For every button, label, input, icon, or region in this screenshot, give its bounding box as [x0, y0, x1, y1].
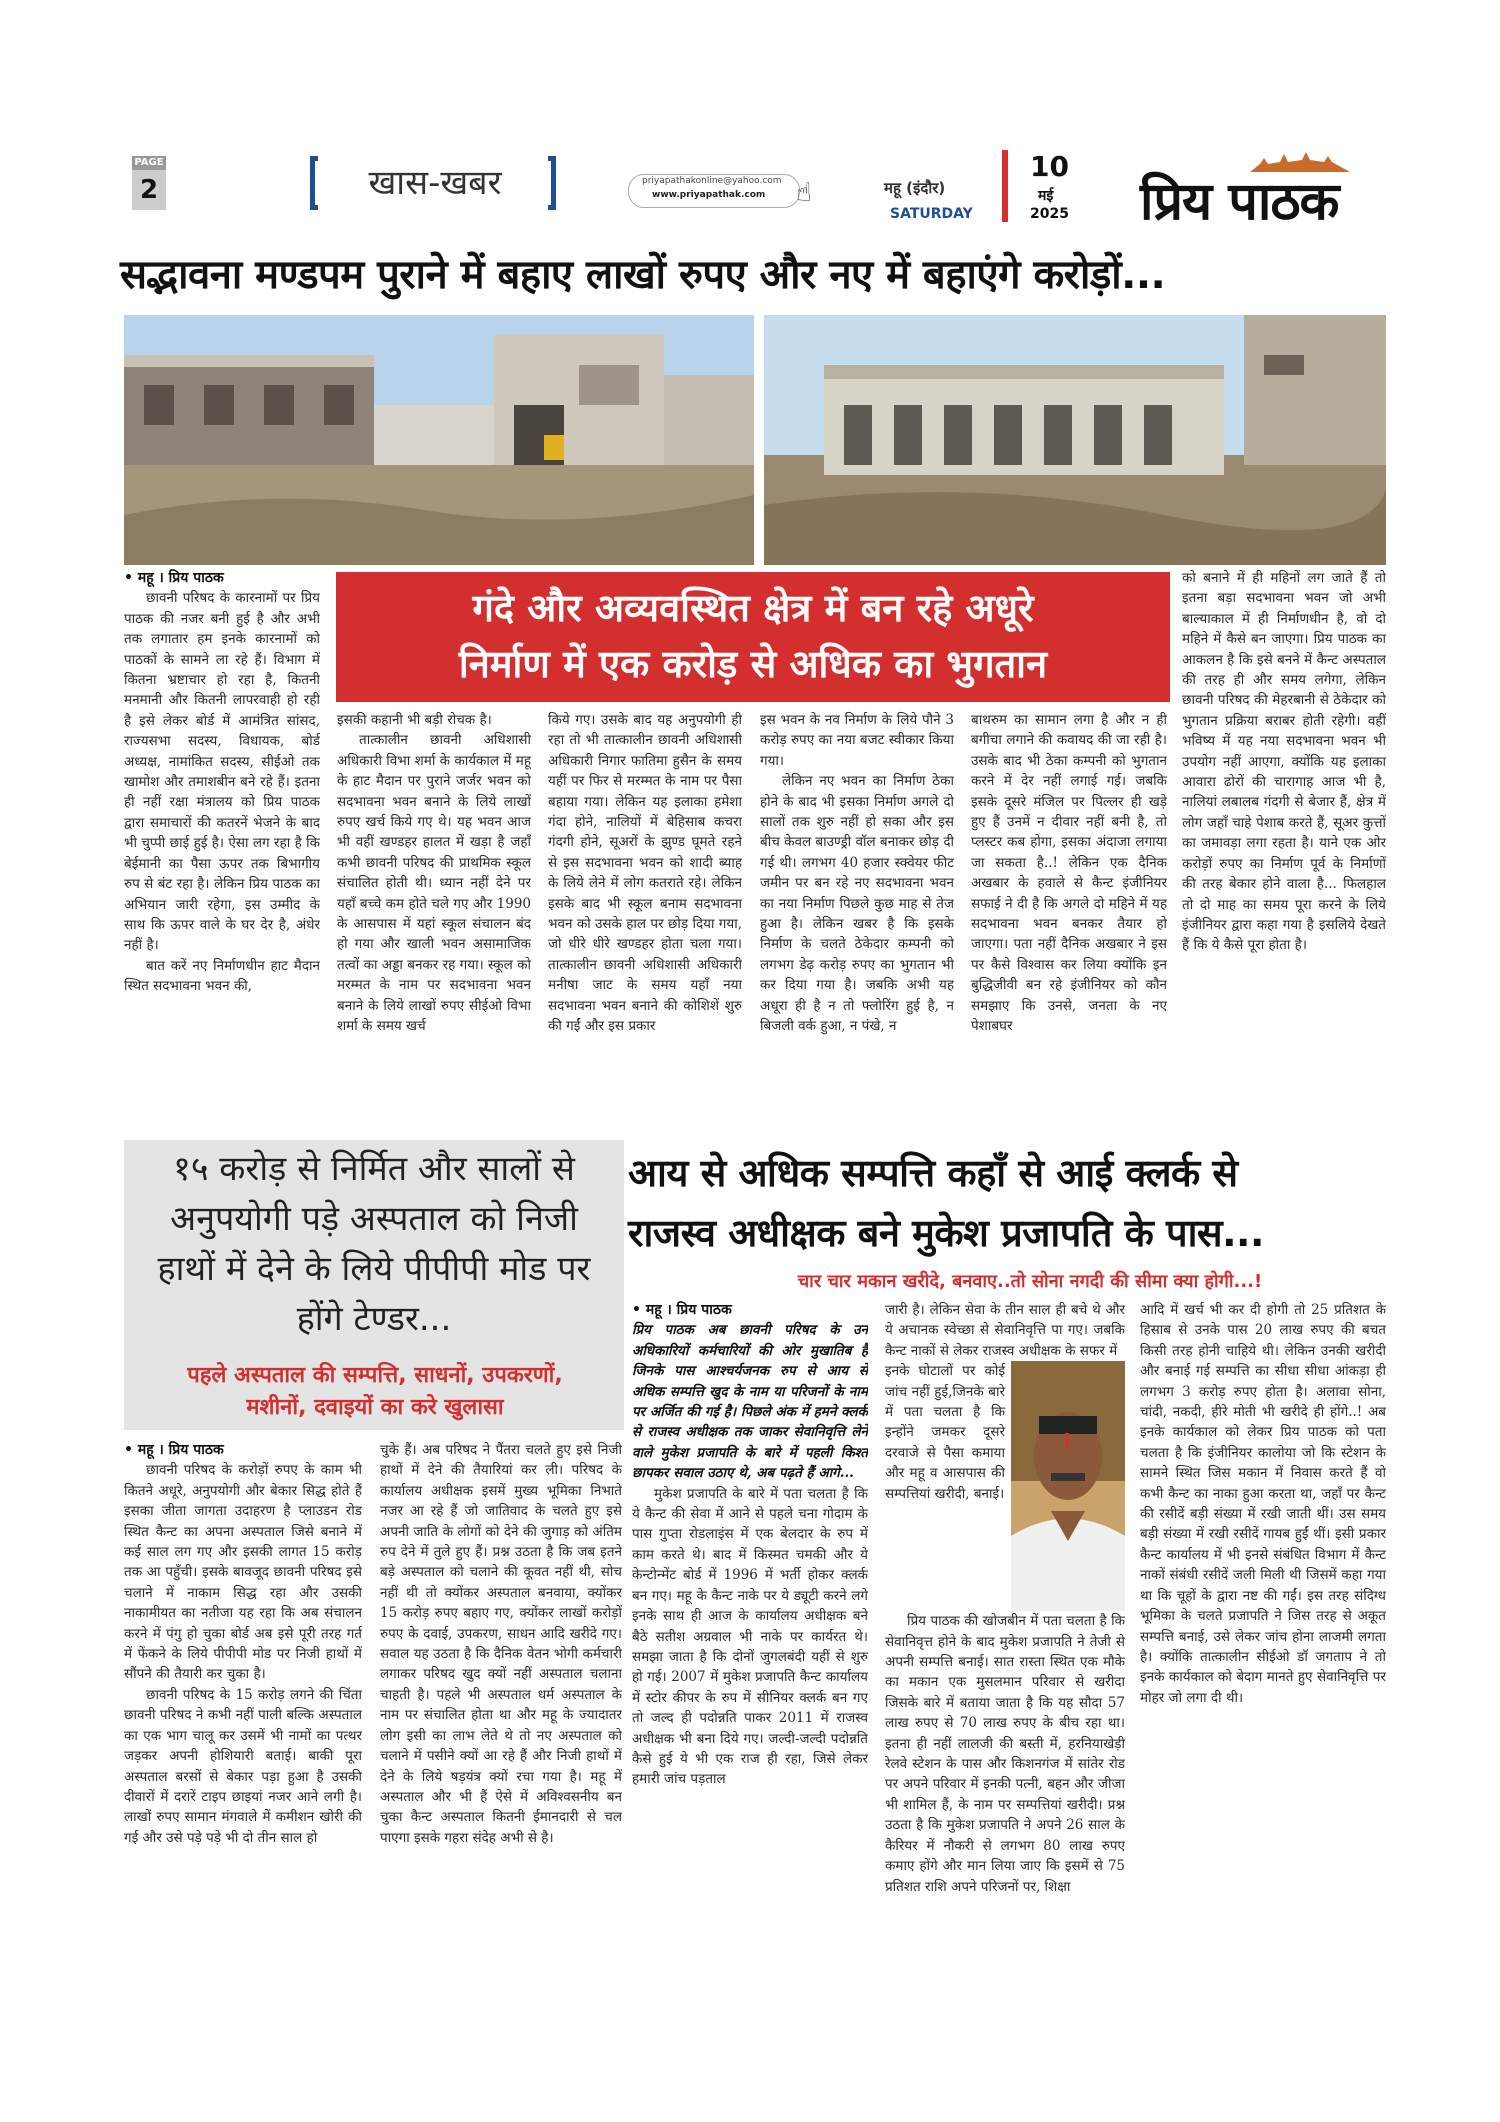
banner-line-2: निर्माण में एक करोड़ से अधिक का भुगतान [458, 642, 1048, 686]
story1-col4-text: इस भवन के नव निर्माण के लिये पौने 3 करोड़ रुपए का नया बजट स्वीकार किया गया। [760, 712, 954, 769]
bracket-right [548, 156, 556, 210]
page-label: PAGE [132, 156, 166, 170]
story2-headline: १५ करोड़ से निर्मित और सालों से अनुपयोगी पड़े अस्पताल को निजी हाथों में देने के लिये पीपीपी मोड पर होंगे टेण्डर... [157, 1149, 591, 1339]
location: महू (इंदौर) [884, 179, 946, 197]
story2-subhead: पहले अस्पताल की सम्पत्ति, साधनों, उपकरणों, मशीनों, दवाइयों का करे खुलासा [187, 1363, 563, 1420]
page-number: 2 [132, 170, 166, 210]
story3-headline-1: आय से अधिक सम्पत्ति कहाँ से आई क्लर्क से [628, 1151, 1238, 1195]
section-tag [310, 150, 560, 222]
hand-pointer-icon: ☝ [796, 178, 812, 208]
section-label: खास-खबर [368, 163, 502, 203]
story1-photo-left [124, 315, 754, 565]
story2-col2-text: चुके हैं। अब परिषद ने पैंतरा चलते हुए इसे निजी हाथों में देने की तैयारियां कर ली। परिषद के कार्यालय अधीक्षक इसमें मुख्य भूमिका निभाते नजर आ रहे हैं जो जातिवाद के चलते हुए इसे अपनी जाति के लोगों को देने की जुगाड़ को अंतिम रुप देने में तुले हुए हैं। प्रश्न उठता है कि जब इतने बड़े अस्पताल को चलाने की कूवत नहीं थी, सोच नहीं थी तो क्योंकर अस्पताल बनवाया, क्योंकर 15 करोड़ रुपए बहाए गए, क्योंकर लाखों करोड़ों रुपए के दवाई, उपकरण, साधन आदि खरीदे गए। सवाल यह उठता है कि दैनिक वेतन भोगी कर्मचारी लगाकर परिषद खुद क्यों नहीं अस्पताल चलाना चाहती है। पहले भी अस्पताल धर्म अस्पताल के नाम पर संचालित होता था और महू के ज्यादातर लोग इसी का लाभ लेते थे तो नए अस्पताल को चलाने में पसीने क्यों आ रहे हैं और निजी हाथों में देने के लिये षड़यंत्र क्यों रचा गया है। महू में अस्पताल और भी हैं ऐसे में अविश्वसनीय बन चुका कैन्ट अस्पताल कितनी ईमानदारी से चल पाएगा इसके गहरा संदेह अभी से है। [380, 1442, 622, 1846]
website-text: www.priyapathak.com [652, 190, 766, 200]
story1-col1-text: छावनी परिषद के कारनामों पर प्रिय पाठक की नजर बनी हुई है और अभी तक लगातार हम इनके कारनामों को पाठकों के सामने ला रहे हैं। विभाग में कितना भ्रष्टाचार हो रहा है, कितनी मनमानी और कितनी लापरवाही हो रही है इसे लेकर बोर्ड में आमंत्रित सांसद, राज्यसभा सदस्य, विधायक, बोर्ड अध्यक्ष, नामांकित सदस्य, सीईओ तक खामोश और तमाशबीन बने रहे हैं। इतना ही नहीं रक्षा मंत्रालय को प्रिय पाठक द्वारा समाचारों की कतरनें भेजने के बाद भी चुप्पी छाई हुई है। ऐसा लग रहा है कि बेईमानी का पैसा ऊपर तक बिभागीय रुप से बंट रहा है। लेकिन प्रिय पाठक का अभियान जारी रहेगा, इस उम्मीद के साथ कि ऊपर वाले के घर देर है, अंधेर नहीं है। [124, 590, 320, 954]
story1-col-2 [337, 710, 531, 1128]
bracket-left [310, 156, 318, 210]
story1-headline: सद्भावना मण्डपम पुराने में बहाए लाखों रुपए और नए में बहाएंगे करोड़ों... [120, 252, 1166, 298]
banner-line-1: गंदे और अव्यवस्थित क्षेत्र में बन रहे अधूरे [472, 586, 1034, 630]
contact-block [628, 170, 818, 210]
story3-col2c-text: प्रिय पाठक की खोजबीन में पता चलता है कि सेवानिवृत्त होने के बाद मुकेश प्रजापति ने तेजी से अपनी सम्पत्ति बनाई। सात रास्ता स्थित एक मौके का मकान एक मुसलमान परिवार से खरीदा जिसके बारे में बताया जाता है कि यह सौदा 57 लाख रुपए से 70 लाख रुपए के बीच रहा था। इतना ही नहीं लालजी की बस्ती में, हरनियाखेड़ी रेलवे स्टेशन के पास और किशनगंज में सांतेर रोड पर अपने परिवार में इनकी पत्नी, बहन और जीजा भी शामिल हैं, के नाम पर सम्पत्तियां खरीदी। प्रश्न उठता है कि मुकेश प्रजापति ने अपने 26 साल के कैरियर में नौकरी से लगभग 80 लाख रुपए कमाए होंगे और मान लिया जाए कि इसमें से 75 प्रतिशत राशि अपने परिजनों पर, शिक्षा [885, 1613, 1125, 1895]
story1-photo-right [764, 315, 1386, 565]
story1-col3-text: किये गए। उसके बाद यह अनुपयोगी ही रहा तो भी तात्कालीन छावनी अधिशासी अधिकारी निगार फातिमा हुसैन के समय यहीं पर फिर से मरम्मत के नाम पर पैसा बहाया गया। लेकिन यह इलाका हमेशा गंदा होने, नालियों में बेहिसाब कचरा गंदगी होने, सूअरों के झुण्ड घूमते रहने से इस सदभावना भवन को शादी ब्याह के लिये लेने में लोग कतराते रहे। लेकिन इसके बाद भी स्कूल बनाम सदभावना भवन को उसके हाल पर छोड़ दिया गया, जो धीरे धीरे खण्डहर होता चला गया। तात्कालीन छावनी अधिशासी अधिकारी मनीषा जाट के समय यहाँ नया सदभावना भवन बनाने की कोशिशें शुरु की गईं और इस प्रकार [548, 712, 742, 1035]
story1-byline: • महू । प्रिय पाठक [124, 570, 224, 586]
story2-col1-text: छावनी परिषद के करोड़ों रुपए के काम भी कितने अधूरे, अनुपयोगी और बेकार सिद्ध होते हैं इसका जीता जागता उदाहरण है प्लाउडन रोड स्थित कैन्ट का अपना अस्पताल जिसे बनाने में कई साल लग गए और इसकी लागत 15 करोड़ तक आ पहुँची। इसके बावजूद छावनी परिषद इसे चलाने में नाकाम सिद्ध रहा और उसकी नाकामीयत का नतीजा यह रहा कि अब संचालन करने में पंगु हो चुका बोर्ड अब इसे पूरी तरह गर्त में फेंकने के लिये पीपीपी मोड पर निजी हाथों में सौंपने की तैयारी कर चुका है। [124, 1462, 362, 1683]
story3-col-3 [1140, 1300, 1386, 1980]
weekday: SATURDAY [890, 206, 973, 222]
date-day: 10 [1030, 150, 1069, 183]
story3-col3-text: आदि में खर्च भी कर दी होगी तो 25 प्रतिशत के हिसाब से उनके पास 20 लाख रुपए की बचत किसी तरह होनी चाहिये थी। लेकिन उनकी खरीदी और बनाई गई सम्पत्ति का सीधा सीधा आंकड़ा ही लगभग 3 करोड़ रुपए होता है। अलावा सोना, चांदी, नकदी, हीरे मोती भी खरीदे ही होंगे..! अब इनके कार्यकाल को लेकर प्रिय पाठक को पता चलता है कि इंजीनियर कालोया जो कि स्टेशन के सामने स्थित जिस मकान में निवास करते हैं वो कभी कैन्ट का नाका हुआ करता था, जहाँ पर कैन्ट की रसीदें बड़ी संख्या में रखी जाती थीं। उस समय बड़ी संख्या में रखी रसीदें गायब हुईं थीं। इसी प्रकार कैन्ट कार्यालय में भी इनसे संबंधित विभाग में कैन्ट नाकों संबंधी रसीदें जली मिली थी जिसमें कहा गया था कि चूहों के द्वारा नष्ट की गईं। इस तरह संदिग्ध भूमिका के चलते प्रजापति ने जिस तरह से अकूत सम्पत्ति बनाई, उसे लेकर जांच होना लाजमी लगता है। क्योंकि तात्कालीन सीईओ डॉ जगताप ने तो इनके कार्यकाल को बेदाग मानते हुए सेवानिवृत्ति पर मोहर जो लगा दी थी। [1140, 1302, 1386, 1706]
brand-name: प्रिय पाठक [1140, 172, 1339, 232]
page-number-block [132, 156, 166, 226]
story1-banner [336, 572, 1170, 702]
story2-byline: • महू । प्रिय पाठक [124, 1442, 224, 1458]
story3-col-1 [632, 1300, 868, 1980]
story1-col-6 [1182, 568, 1386, 1128]
story1-col6-text: को बनाने में ही महिनों लग जाते हैं तो इतना बड़ा सदभावना भवन जो अभी बाल्याकाल में ही निर्माणधीन है, वो दो महिने में कैसे बन जाएगा। प्रिय पाठक का आकलन है कि इसे बनने में कैन्ट अस्पताल की तरह ही और समय लगेगा, लेकिन छावनी परिषद की मेहरबानी से ठेकेदार को भुगतान प्रक्रिया बराबर होती रहेगी। वहीं भविष्य में यह नया सदभावना भवन भी उपयोग नहीं आएगा, क्योंकि यह इलाका आवारा ढोरों की चारागाह आज भी है, नालियां लबालब गंदगी से बेजार हैं, क्षेत्र में लोग जहाँ चाहे पेशाब करते हैं, सूअर कुत्तों का जमावड़ा लगा रहता है। याने एक ओर करोड़ों रुपए का निर्माण पूर्व के निर्माणों की तरह बेकार होने वाला है... फिलहाल तो दो माह का समय पूरा करने के लिये इंजीनियर द्वारा कहा गया है इसलिये देखते हैं कि ये कैसे पूरा होता है। [1182, 570, 1386, 954]
date-year: 2025 [1030, 206, 1069, 222]
story1-col4b-text: लेकिन नए भवन का निर्माण ठेका होने के बाद भी इसका निर्माण अगले दो सालों तक शुरु नहीं हो सका और इस बीच केवल बाउण्ड्री वॉल बनाकर छोड़ दी गई थी। लगभग 40 हजार स्क्वेयर फीट जमीन पर बन रहे नए सदभावना भवन का नया निर्माण पिछले कुछ माह से तेज हुआ है। लेकिन खबर है कि इसके निर्माण के चलते ठेकेदार कम्पनी को लगभग डेढ़ करोड़ रुपए का भुगतान भी कर दिया गया है। जबकि अभी यह अधूरा ही है न तो फ्लोरिंग हुई है, न बिजली वर्क हुआ, न पंखे, न [760, 773, 954, 1035]
story1-col5-text: बाथरुम का सामान लगा है और न ही बगीचा लगाने की कवायद की जा रही है। उसके बाद भी ठेका कम्पनी को भुगतान करने में देर नहीं लगाई गई। जबकि इसके दूसरे मंजिल पर पिल्लर ही खड़े हुए हैं उनमें न दीवार नहीं बनी है, तो प्लस्टर कब होगा, इसका अंदाजा लगाया जा सकता है..! लेकिन एक दैनिक अखबार के हवाले से कैन्ट इंजीनियर सफाई ने दी है कि अगले दो महिने में यह सदभावना भवन बनकर तैयार हो जाएगा। पता नहीं दैनिक अखबार ने इस पर कैसे विश्वास कर लिया क्योंकि इन बुद्धिजीवी बन रहे इंजीनियर को कौन समझाए कि उनसे, जनता के नए पेशाबघर [971, 712, 1167, 1035]
story1-col-3 [548, 710, 742, 1128]
date-divider [1002, 150, 1008, 222]
story2-col-1 [124, 1440, 362, 1980]
story2-col-2 [380, 1440, 622, 1980]
story3-col2-text: जारी है। लेकिन सेवा के तीन साल ही बचे थे और ये अचानक स्वेच्छा से सेवानिवृत्ति पा गए। जबकि कैन्ट नाकों से लेकर राजस्व अधीक्षक के सफर में [885, 1302, 1125, 1359]
story1-col2-text: इसकी कहानी भी बड़ी रोचक है। [337, 712, 492, 728]
story1-col-1 [124, 568, 320, 1128]
masthead [0, 0, 1500, 232]
story3-intro: प्रिय पाठक अब छावनी परिषद के उन अधिकारियों कर्मचारियों की ओर मुखातिब है जिनके पास आश्चर्यजनक रुप से आय से अधिक सम्पत्ति खुद के नाम या परिजनों के नाम पर अर्जित की गई है। पिछले अंक में हमने क्लर्क से राजस्व अधीक्षक तक जाकर सेवानिवृत्ति लेने वाले मुकेश प्रजापति के बारे में पहली किश्त छापकर सवाल उठाए थे, अब पढ़ते हैं आगे... [632, 1322, 868, 1482]
story1-col2b-text: तात्कालीन छावनी अधिशासी अधिकारी विभा शर्मा के कार्यकाल में महू के हाट मैदान पर पुराने जर्जर भवन को सदभावना भवन बनाने के लिये लाखों रुपए खर्च किये गए थे। यह भवन आज भी वहीं खण्डहर हालत में खड़ा है जहाँ कभी छावनी परिषद की प्राथमिक स्कूल संचालित होती थी। ध्यान नहीं देने पर यहाँ बच्चे कम होते चले गए और 1990 के आसपास में यहां स्कूल संचालन बंद हो गया और खाली भवन असामाजिक तत्वों का अड्डा बनकर रह गया। स्कूल को मरम्मत के नाम पर सदभावना भवन बनाने के लिये लाखों रुपए सीईओ विभा शर्मा के समय खर्च [337, 732, 531, 1035]
brand-logo [1140, 150, 1390, 230]
story3-byline: • महू । प्रिय पाठक [632, 1302, 732, 1318]
story1-col-5 [971, 710, 1167, 1128]
story3-col2b-text: इनके घोटालों पर कोई जांच नहीं हुई,जिनके बारे में पता चलता है कि इन्होंने जमकर दूसरे दरवाजे से पैसा कमाया और महू व आसपास की सम्पत्तियां खरीदी, बनाई। [885, 1363, 1005, 1502]
story3-col-2 [885, 1300, 1125, 1980]
story3-photo-wrap [885, 1361, 1125, 1611]
story2-col1b-text: छावनी परिषद के 15 करोड़ लगने की चिंता छावनी परिषद ने कभी नहीं पाली बल्कि अस्पताल का एक भाग चालू कर उसमें भी नामों का पत्थर जड़कर अपनी होशियारी बताई। बाकी पूरा अस्पताल बरसों से बेकार पड़ा हुआ है उसकी दीवारों में दरारें टाइप छाइयां नजर आने लगी है। लाखों रुपए सामान मंगवाले में कमीशन खोरी की गई और उसे पड़े पड़े भी दो तीन साल हो [124, 1686, 362, 1846]
story3-headline-2: राजस्व अधीक्षक बने मुकेश प्रजापति के पास... [628, 1211, 1264, 1255]
story3-subhead: चार चार मकान खरीदे, बनवाए..तो सोना नगदी की सीमा क्या होगी...! [797, 1271, 1263, 1292]
person-photo [1011, 1361, 1125, 1611]
date-month: मई [1038, 188, 1054, 204]
story1-col-4 [760, 710, 954, 1128]
story3-col1-text: मुकेश प्रजापति के बारे में पता चलता है कि ये कैन्ट की सेवा में आने से पहले चना गोदाम के पास गुप्ता रोडलाइंस में एक बेलदार के रुप में काम करते थे। बाद में किस्मत चमकी और ये केन्टोन्मेंट बोर्ड में 1996 में भर्ती होकर क्लर्क बन गए। महू के कैन्ट नाके पर ये ड्यूटी करने लगे इनके साथ ही आज के कार्यालय अधीक्षक बने बैठे सतीश अग्रवाल भी नाके पर कार्यरत थे। समझा जाता है कि दोनों जुगलबंदी यहीं से शुरु हो गई। 2007 में मुकेश प्रजापति कैन्ट कार्यालय में स्टोर कीपर के रुप में सीनियर क्लर्क बन गए तो जल्द ही पदोन्नति पाकर 2011 में राजस्व अधीक्षक भी बना दिये गए। जल्दी-जल्दी पदोन्नति कैसे हुई ये भी एक राज ही रहा, जिसे लेकर हमारी जांच पड़ताल [632, 1485, 868, 1788]
story1-col1b-text: बात करें नए निर्माणधीन हाट मैदान स्थित सदभावना भवन की, [124, 957, 320, 995]
email-text: priyapathakonline@yahoo.com [642, 176, 782, 186]
